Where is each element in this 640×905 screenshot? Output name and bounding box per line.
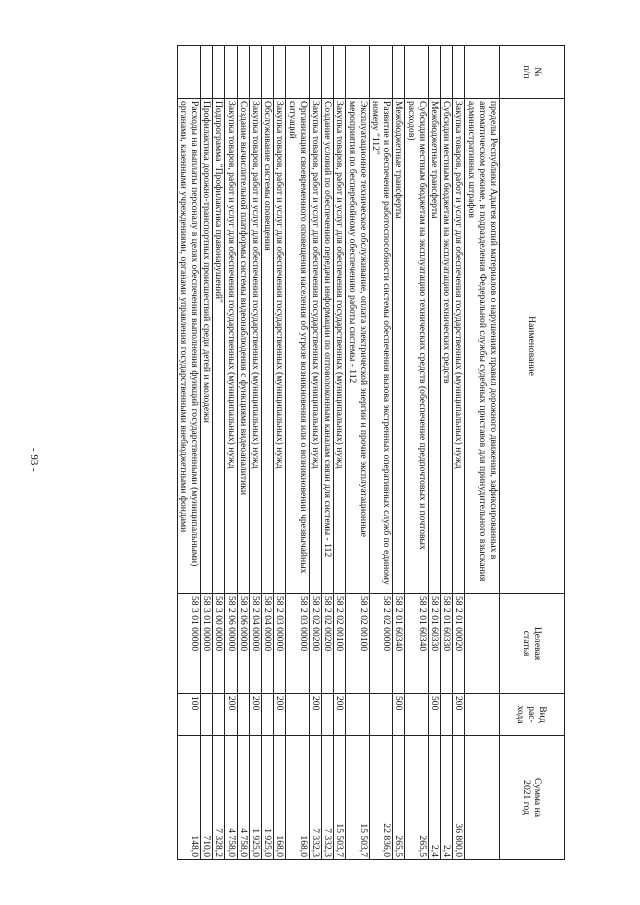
cell-name: Закупка товаров, работ и услуг для обеспечения государственных (муниципальных) нужд (225, 99, 237, 594)
cell-code: 58 2 01 60340 (405, 594, 428, 694)
cell-num (428, 46, 440, 99)
table-row (346, 46, 369, 860)
cell-name: Расходы на выплаты персоналу в целях обеспечения выполнения функций государственными (муниципальными) органами, казенными учреждениями, органами управления государственными внебюджетными фондами (177, 99, 200, 594)
cell-num (213, 46, 225, 99)
header-sum: Сумма на 2021 год (500, 736, 565, 860)
cell-code: 58 2 02 00100 (334, 594, 346, 694)
cell-num (440, 46, 452, 99)
cell-sum: 4 758,0 (237, 736, 249, 860)
cell-num (309, 46, 321, 99)
cell-num (286, 46, 309, 99)
cell-code: 58 2 03 00000 (286, 594, 309, 694)
cell-type: 200 (274, 694, 286, 736)
cell-type: 500 (428, 694, 440, 736)
cell-type (200, 694, 212, 736)
cell-type (237, 694, 249, 736)
cell-sum: 710,0 (200, 736, 212, 860)
cell-type (405, 694, 428, 736)
cell-name: Создание условий по обеспечению передачи информации по оптоволоконным каналам связи для системы - 112 (321, 99, 333, 594)
cell-sum: 7 332,3 (309, 736, 321, 860)
cell-num (261, 46, 273, 99)
cell-name: Закупка товаров, работ и услуг для обеспечения государственных (муниципальных) нужд (334, 99, 346, 594)
cell-code: 58 2 01 60330 (428, 594, 440, 694)
cell-name: Закупка товаров, работ и услуг для обеспечения государственных (муниципальных) нужд (274, 99, 286, 594)
cell-name: Закупка товаров, работ и услуг для обеспечения государственных (муниципальных) нужд (249, 99, 261, 594)
cell-type (440, 694, 452, 736)
table-row (453, 46, 465, 860)
cell-num (465, 46, 500, 99)
cell-code: 58 2 04 00000 (249, 594, 261, 694)
cell-type: 200 (225, 694, 237, 736)
cell-sum: 1 925,0 (249, 736, 261, 860)
cell-type (346, 694, 369, 736)
cell-num (393, 46, 405, 99)
header-type: Вид рас- хода (500, 694, 565, 736)
cell-sum: 265,5 (393, 736, 405, 860)
cell-name: Эксплуатационное техническое обслуживание, оплата электрической энергии и прочие эксплуатационные мероприятия по бесперебойному обеспечению работы системы - 112 (346, 99, 369, 594)
cell-type (286, 694, 309, 736)
cell-code: 58 2 06 00000 (225, 594, 237, 694)
table-row (428, 46, 440, 860)
cell-code: 58 2 01 60340 (393, 594, 405, 694)
cell-type: 100 (177, 694, 200, 736)
cell-sum (465, 736, 500, 860)
cell-sum: 36 800,0 (453, 736, 465, 860)
table-row (213, 46, 225, 860)
cell-sum: 2,4 (428, 736, 440, 860)
cell-type: 200 (309, 694, 321, 736)
cell-code: 58 2 01 60330 (440, 594, 452, 694)
cell-num (225, 46, 237, 99)
cell-type (261, 694, 273, 736)
cell-sum: 265,5 (405, 736, 428, 860)
cell-sum: 15 503,7 (334, 736, 346, 860)
cell-name: Организация своевременного оповещения населения об угрозе возникновения или о возникновении чрезвычайных ситуаций (286, 99, 309, 594)
table-row (261, 46, 273, 860)
cell-num (237, 46, 249, 99)
cell-sum: 168,0 (274, 736, 286, 860)
cell-sum: 7 332,3 (321, 736, 333, 860)
cell-sum: 2,4 (440, 736, 452, 860)
table-row (334, 46, 346, 860)
cell-name: Обслуживание системы оповещения (261, 99, 273, 594)
cell-type: 500 (393, 694, 405, 736)
table-row (440, 46, 452, 860)
cell-type: 200 (334, 694, 346, 736)
cell-sum: 22 836,0 (369, 736, 392, 860)
table-row (177, 46, 200, 860)
table-row (309, 46, 321, 860)
cell-name: пределы Республики Адыгея копий материалов о нарушениях правил дорожного движения, зафиксированных в автоматическом режиме, в подразделения Федеральной службы судебных приставов для принудительного взыскания административных штрафов (465, 99, 500, 594)
table-row (465, 46, 500, 860)
cell-code: 58 2 02 00000 (369, 594, 392, 694)
cell-sum: 148,0 (177, 736, 200, 860)
cell-sum: 7 328,2 (213, 736, 225, 860)
cell-code: 58 2 04 00000 (261, 594, 273, 694)
cell-name: Межбюджетные трансферты (393, 99, 405, 594)
table-row (200, 46, 212, 860)
cell-sum: 15 503,7 (346, 736, 369, 860)
cell-name: Межбюджетные трансферты (428, 99, 440, 594)
page-number: - 93 - (28, 448, 40, 472)
cell-num (177, 46, 200, 99)
cell-name: Подпрограмма "Профилактика правонарушений" (213, 99, 225, 594)
cell-num (334, 46, 346, 99)
table-header-row (500, 46, 565, 860)
cell-code: 58 2 02 00200 (321, 594, 333, 694)
cell-name: Субсидии местным бюджетам на эксплуатацию технических средств (обеспечение предпочтовых и почтовых расходов) (405, 99, 428, 594)
table-row (405, 46, 428, 860)
cell-name: Развитие и обеспечение работоспособности системы обеспечения вызова экстренных оперативных служб по единому номеру "112" (369, 99, 392, 594)
cell-num (369, 46, 392, 99)
cell-code: 58 3 01 00000 (177, 594, 200, 694)
cell-code: 58 2 02 00200 (309, 594, 321, 694)
cell-name: Профилактика дорожно-транспортных происшествий среди детей и молодежи (200, 99, 212, 594)
cell-name: Создание вычислительной платформы системы видеонаблюдения с функциями видеоаналитики (237, 99, 249, 594)
cell-num (249, 46, 261, 99)
table-row (237, 46, 249, 860)
cell-name: Закупка товаров, работ и услуг для обеспечения государственных (муниципальных) нужд (309, 99, 321, 594)
cell-code: 58 2 01 00020 (453, 594, 465, 694)
header-code: Целевая статья (500, 594, 565, 694)
cell-code: 58 2 06 00000 (237, 594, 249, 694)
budget-table (177, 45, 565, 860)
cell-sum: 4 758,0 (225, 736, 237, 860)
cell-type (213, 694, 225, 736)
cell-name: Субсидии местным бюджетам на эксплуатацию технических средств (440, 99, 452, 594)
table-row (274, 46, 286, 860)
cell-code: 58 2 02 00100 (346, 594, 369, 694)
cell-num (346, 46, 369, 99)
budget-table-page (69, 45, 565, 859)
header-name: Наименование (500, 99, 565, 594)
table-row (286, 46, 309, 860)
cell-num (321, 46, 333, 99)
table-row (225, 46, 237, 860)
cell-name: Закупка товаров, работ и услуг для обеспечения государственных (муниципальных) нужд (453, 99, 465, 594)
table-row (321, 46, 333, 860)
cell-code: 58 2 03 00000 (274, 594, 286, 694)
cell-type: 200 (249, 694, 261, 736)
cell-code: 58 3 00 00000 (213, 594, 225, 694)
cell-type: 200 (453, 694, 465, 736)
cell-code: 58 3 01 00000 (200, 594, 212, 694)
table-row (369, 46, 392, 860)
cell-sum: 168,0 (286, 736, 309, 860)
cell-code (465, 594, 500, 694)
table-row (393, 46, 405, 860)
table-row (249, 46, 261, 860)
cell-num (200, 46, 212, 99)
cell-type (321, 694, 333, 736)
cell-num (405, 46, 428, 99)
cell-sum: 1 925,0 (261, 736, 273, 860)
table-body (177, 46, 499, 860)
cell-num (274, 46, 286, 99)
cell-num (453, 46, 465, 99)
cell-type (369, 694, 392, 736)
cell-type (465, 694, 500, 736)
header-num: № п/п (500, 46, 565, 99)
